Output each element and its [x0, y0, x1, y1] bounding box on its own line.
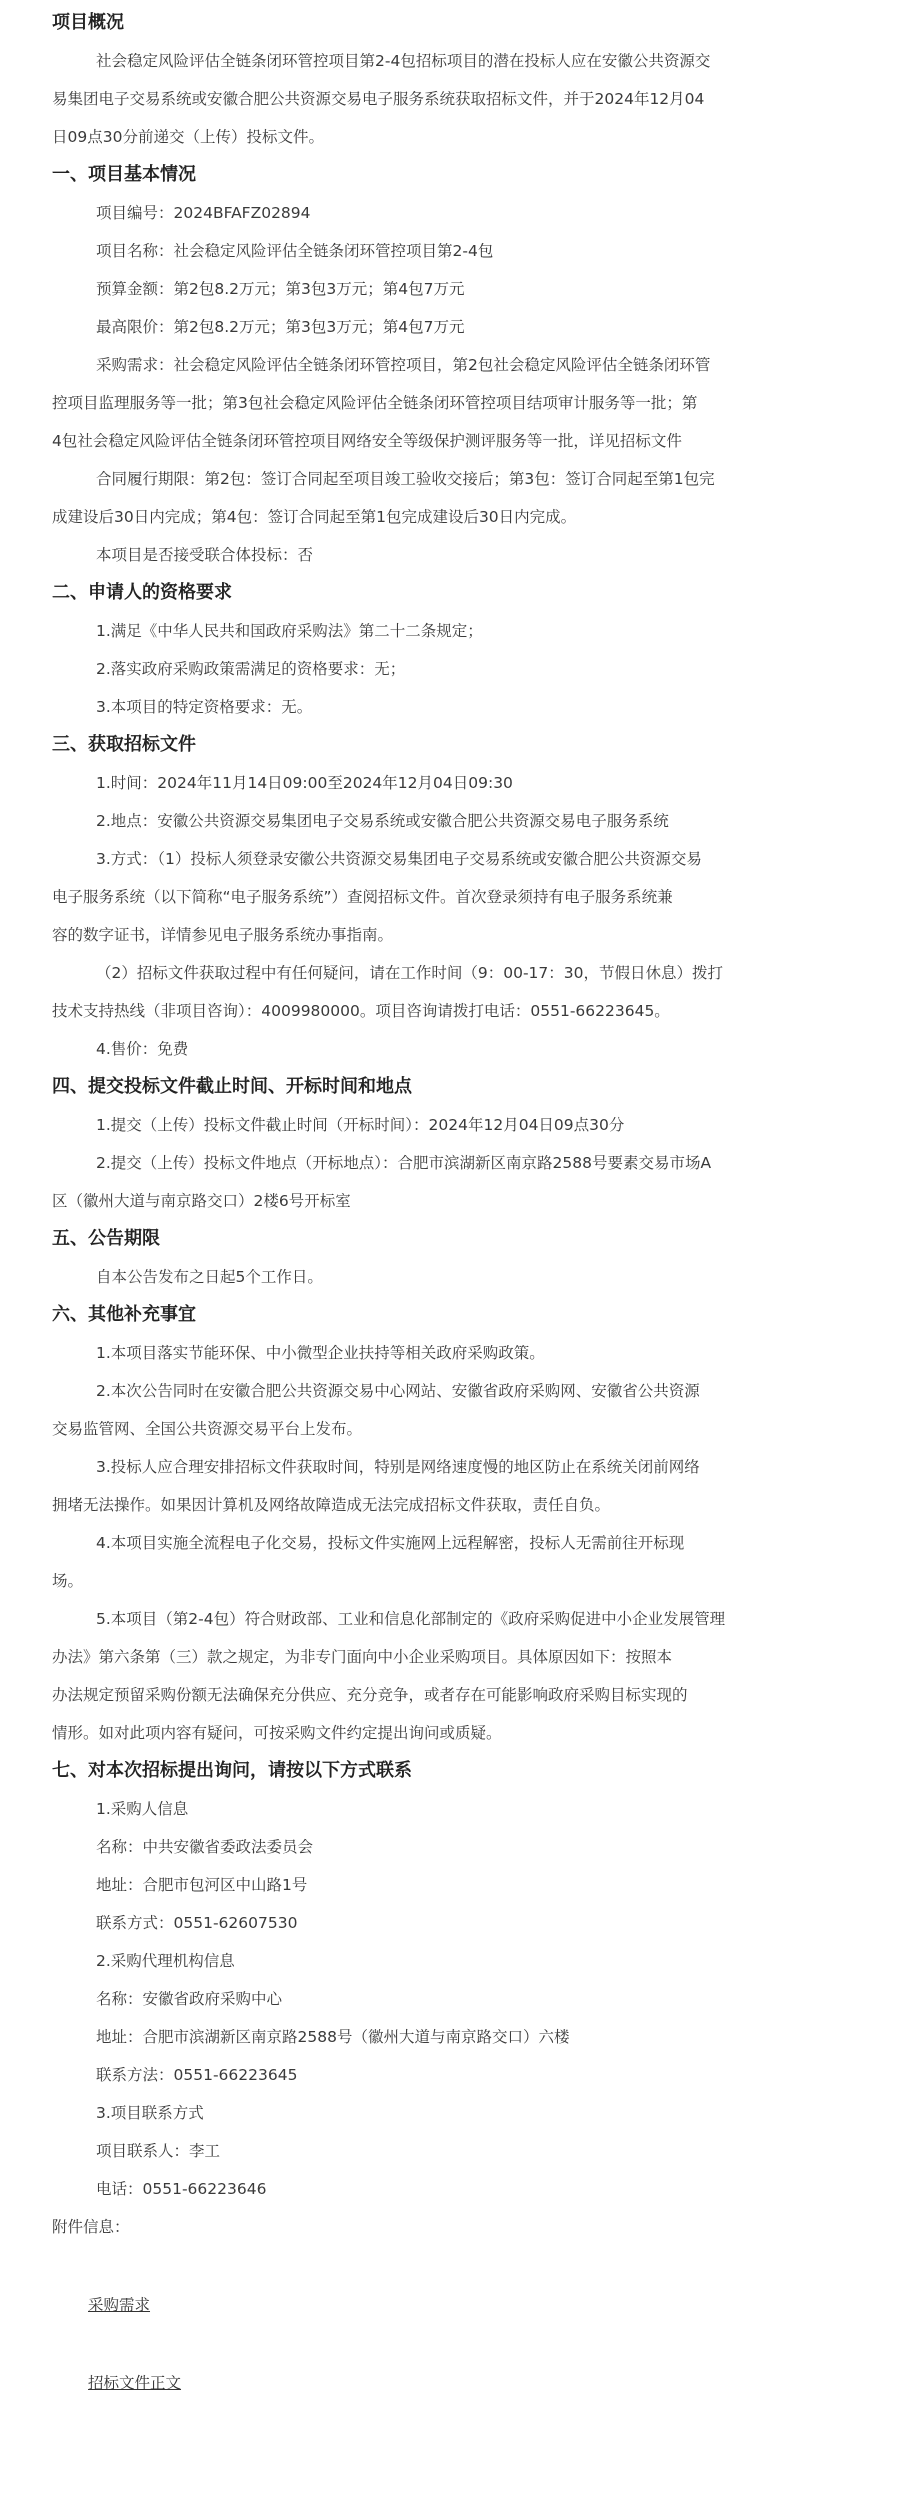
project-contact-label: 3.项目联系方式	[96, 2104, 204, 2122]
attachment-link-procurement-needs[interactable]: 采购需求	[88, 2296, 151, 2314]
purchaser-name: 名称：中共安徽省委政法委员会	[96, 1838, 314, 1856]
overview-line: 日09点30分前递交（上传）投标文件。	[52, 128, 324, 146]
procurement-needs-cont: 控项目监理服务等一批；第3包社会稳定风险评估全链条闭环管控项目结项审计服务等一批；第	[52, 394, 698, 412]
supplement-item-cont: 办法》第六条第（三）款之规定，为非专门面向中小企业采购项目。具体原因如下：按照本	[52, 1648, 673, 1666]
budget-amount: 预算金额：第2包8.2万元；第3包3万元；第4包7万元	[96, 280, 465, 298]
contract-period-cont: 成建设后30日内完成；第4包：签订合同起至第1包完成建设后30日内完成。	[52, 508, 577, 526]
agency-address: 地址：合肥市滨湖新区南京路2588号（徽州大道与南京路交口）六楼	[96, 2028, 570, 2046]
obtain-method: 3.方式：（1）投标人须登录安徽公共资源交易集团电子交易系统或安徽合肥公共资源交易	[96, 850, 702, 868]
section2-heading: 二、申请人的资格要求	[52, 582, 232, 603]
overview-line: 社会稳定风险评估全链条闭环管控项目第2-4包招标项目的潜在投标人应在安徽公共资源交	[96, 52, 711, 70]
obtain-method-cont: 电子服务系统（以下简称“电子服务系统”）查阅招标文件。首次登录须持有电子服务系统兼	[52, 888, 673, 906]
supplement-item-cont: 办法规定预留采购份额无法确保充分供应、充分竞争，或者存在可能影响政府采购目标实现的	[52, 1686, 688, 1704]
obtain-price: 4.售价：免费	[96, 1040, 189, 1058]
section7-heading: 七、对本次招标提出询问，请按以下方式联系	[52, 1760, 412, 1781]
max-price: 最高限价：第2包8.2万元；第3包3万元；第4包7万元	[96, 318, 465, 336]
attachments-heading: 附件信息：	[52, 2218, 130, 2236]
supplement-item-cont: 交易监管网、全国公共资源交易平台上发布。	[52, 1420, 363, 1438]
opening-place: 2.提交（上传）投标文件地点（开标地点）：合肥市滨湖新区南京路2588号要素交易市场A	[96, 1154, 712, 1172]
notice-period: 自本公告发布之日起5个工作日。	[96, 1268, 323, 1286]
section3-heading: 三、获取招标文件	[52, 734, 196, 755]
qualification-item: 1.满足《中华人民共和国政府采购法》第二十二条规定；	[96, 622, 483, 640]
supplement-item-cont: 场。	[52, 1572, 84, 1590]
obtain-support-cont: 技术支持热线（非项目咨询）：4009980000。项目咨询请拨打电话：0551-66223645。	[52, 1002, 670, 1020]
project-contact-person: 项目联系人：李工	[96, 2142, 221, 2160]
section4-heading: 四、提交投标文件截止时间、开标时间和地点	[52, 1076, 412, 1097]
section1-heading: 一、项目基本情况	[52, 164, 196, 185]
obtain-place: 2.地点：安徽公共资源交易集团电子交易系统或安徽合肥公共资源交易电子服务系统	[96, 812, 669, 830]
obtain-method-cont: 容的数字证书，详情参见电子服务系统办事指南。	[52, 926, 394, 944]
agency-info-label: 2.采购代理机构信息	[96, 1952, 235, 1970]
overview-line: 易集团电子交易系统或安徽合肥公共资源交易电子服务系统获取招标文件，并于2024年12月04	[52, 90, 705, 108]
supplement-item: 2.本次公告同时在安徽合肥公共资源交易中心网站、安徽省政府采购网、安徽省公共资源	[96, 1382, 700, 1400]
agency-phone: 联系方法：0551-66223645	[96, 2066, 298, 2084]
purchaser-phone: 联系方式：0551-62607530	[96, 1914, 298, 1932]
deadline-time: 1.提交（上传）投标文件截止时间（开标时间）：2024年12月04日09点30分	[96, 1116, 625, 1134]
project-number: 项目编号：2024BFAFZ02894	[96, 204, 311, 222]
obtain-support: （2）招标文件获取过程中有任何疑问，请在工作时间（9：00-17：30，节假日休息）拨打	[96, 964, 723, 982]
supplement-item-cont: 情形。如对此项内容有疑问，可按采购文件约定提出询问或质疑。	[52, 1724, 502, 1742]
procurement-needs: 采购需求：社会稳定风险评估全链条闭环管控项目，第2包社会稳定风险评估全链条闭环管	[96, 356, 711, 374]
project-contact-phone: 电话：0551-66223646	[96, 2180, 267, 2198]
supplement-item: 1.本项目落实节能环保、中小微型企业扶持等相关政府采购政策。	[96, 1344, 545, 1362]
attachment-link-tender-document[interactable]: 招标文件正文	[88, 2374, 182, 2392]
purchaser-info-label: 1.采购人信息	[96, 1800, 189, 1818]
qualification-item: 3.本项目的特定资格要求：无。	[96, 698, 313, 716]
supplement-item: 3.投标人应合理安排招标文件获取时间，特别是网络速度慢的地区防止在系统关闭前网络	[96, 1458, 700, 1476]
contract-period: 合同履行期限：第2包：签订合同起至项目竣工验收交接后；第3包：签订合同起至第1包完	[96, 470, 715, 488]
opening-place-cont: 区（徽州大道与南京路交口）2楼6号开标室	[52, 1192, 351, 1210]
overview-heading: 项目概况	[52, 12, 124, 33]
consortium-bid: 本项目是否接受联合体投标：否	[96, 546, 314, 564]
obtain-time: 1.时间：2024年11月14日09:00至2024年12月04日09:30	[96, 774, 513, 792]
project-name: 项目名称：社会稳定风险评估全链条闭环管控项目第2-4包	[96, 242, 494, 260]
supplement-item: 4.本项目实施全流程电子化交易，投标文件实施网上远程解密，投标人无需前往开标现	[96, 1534, 685, 1552]
supplement-item: 5.本项目（第2-4包）符合财政部、工业和信息化部制定的《政府采购促进中小企业发展管理	[96, 1610, 726, 1628]
purchaser-address: 地址：合肥市包河区中山路1号	[96, 1876, 308, 1894]
section6-heading: 六、其他补充事宜	[52, 1304, 196, 1325]
procurement-needs-cont: 4包社会稳定风险评估全链条闭环管控项目网络安全等级保护测评服务等一批，详见招标文件	[52, 432, 682, 450]
agency-name: 名称：安徽省政府采购中心	[96, 1990, 283, 2008]
section5-heading: 五、公告期限	[52, 1228, 160, 1249]
qualification-item: 2.落实政府采购政策需满足的资格要求：无；	[96, 660, 406, 678]
supplement-item-cont: 拥堵无法操作。如果因计算机及网络故障造成无法完成招标文件获取，责任自负。	[52, 1496, 611, 1514]
